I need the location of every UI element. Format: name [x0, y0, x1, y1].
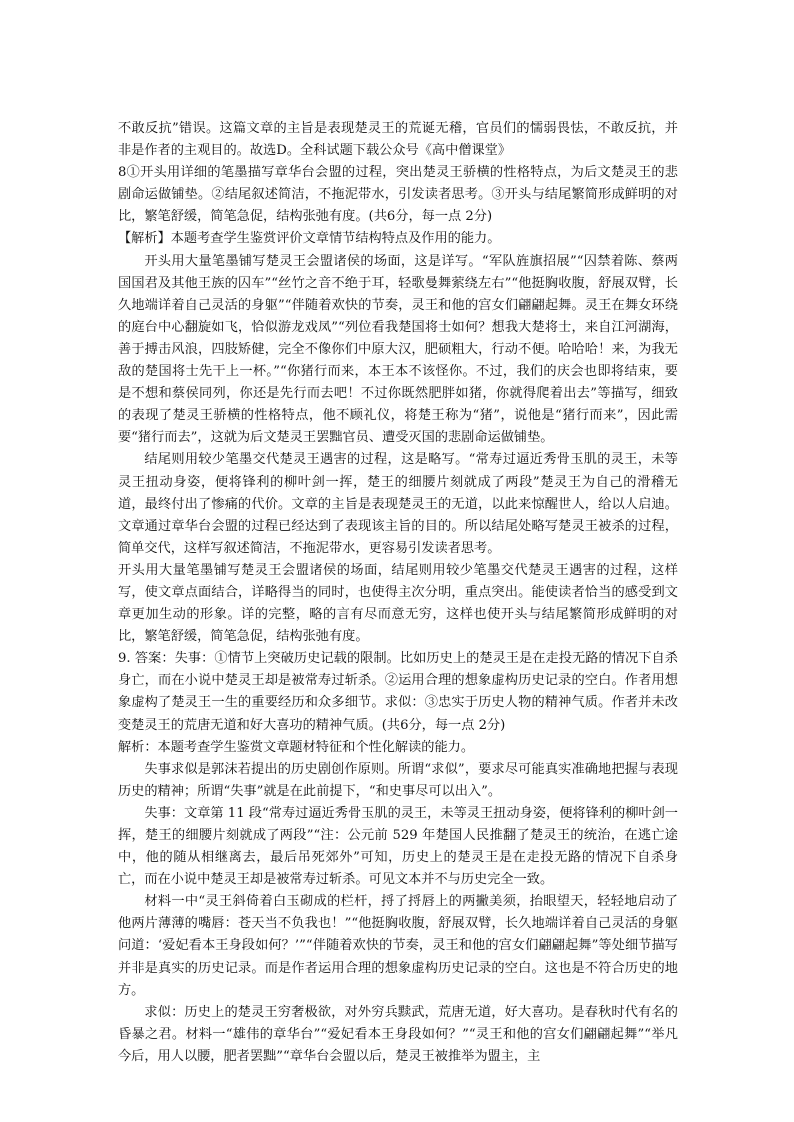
- paragraph-q8-analysis-head: 【解析】本题考查学生鉴赏评价文章情节结构特点及作用的能力。: [118, 231, 501, 247]
- paragraph-q8-analysis-opening: 开头用大量笔墨铺写楚灵王会盟诸侯的场面，这是详写。“军队旌旗招展”“囚禁着陈、蔡两国国君及其他王族的囚车”“丝竹之音不绝于耳，轻歌曼舞萦绕左右”“他挺胸收腹，舒展双臂，长久地端详着自己灵活的身躯”“伴随着欢快的节奏，灵王和他的宫女们翩翩起舞。灵王在舞女环绕的庭台中心翻旋如飞，恰似游龙戏凤”“列位看我楚国将士如何？想我大楚将士，来自江河湖海，善于搏击风浪，四肢矫健，完全不像你们中原大汉，肥硕粗大，行动不便。哈哈哈！来，为我无敌的楚国将士先干上一杯。”“你猪行而来，本王本不该怪你。不过，我们的庆会也即将结束，要是不想和蔡侯同列，你还是先行而去吧！不过你既然肥胖如猪，你就得爬着出去”等描写，细致的表现了楚灵王骄横的性格特点，他不顾礼仪，将楚王称为“猪”，说他是“猪行而来”，因此需要“猪行而去”，这就为后文楚灵王罢黜官员、遭受灭国的悲剧命运做铺垫。: [118, 253, 678, 446]
- paragraph-q8-analysis-ending: 结尾则用较少笔墨交代楚灵王遇害的过程，这是略写。“常寿过逼近秀骨玉肌的灵王，未等灵王扭动身姿，便将锋利的柳叶剑一挥，楚王的细腰片刻就成了两段”楚灵王为自己的滑稽无道，最终付出了惨痛的代价。文章的主旨是表现楚灵王的无道，以此来惊醒世人，给以人启迪。文章通过章华台会盟的过程已经达到了表现该主旨的目的。所以结尾处略写楚灵王被杀的过程，简单交代，这样写叙述简洁，不拖泥带水，更容易引发读者思考。: [118, 452, 678, 556]
- paragraph-q9-shishi: 失事：文章第 11 段“常寿过逼近秀骨玉肌的灵王，未等灵王扭动身姿，便将锋利的柳叶剑一挥，楚王的细腰片刻就成了两段”“注：公元前 529 年楚国人民推翻了楚灵王的统治，在逃亡途中，他的随从相继离去，最后吊死郊外”可知，历史上的楚灵王是在走投无路的情况下自杀身亡，而在小说中楚灵王却是被常寿过斩杀。可见文本并不与历史完全一致。: [118, 805, 678, 888]
- paragraph-q9-principle: 失事求似是郭沫若提出的历史剧创作原则。所谓“求似”，要求尽可能真实准确地把握与表现历史的精神；所谓“失事”就是在此前提下，“和史事尽可以出入”。: [118, 761, 678, 799]
- paragraph-q9-qiusi: 求似：历史上的楚灵王穷奢极欲，对外穷兵黩武，荒唐无道，好大喜功。是春秋时代有名的昏暴之君。材料一“雄伟的章华台”“爱妃看本王身段如何？”“灵王和他的宫女们翩翩起舞”“举凡今后，用人以腰，肥者罢黜”“章华台会盟以后，楚灵王被推举为盟主，主: [118, 1004, 678, 1064]
- paragraph-q9-answer: 9. 答案：失事：①情节上突破历史记载的限制。比如历史上的楚灵王是在走投无路的情况下自杀身亡，而在小说中楚灵王却是被常寿过斩杀。②运用合理的想象虚构历史记录的空白。作者用想象虚构了楚灵王一生的重要经历和众多细节。求似：③忠实于历史人物的精神气质。作者并未改变楚灵王的荒唐无道和好大喜功的精神气质。(共6分，每一点 2分): [118, 651, 678, 733]
- paragraph-q8-answer: 8①开头用详细的笔墨描写章华台会盟的过程，突出楚灵王骄横的性格特点，为后文楚灵王的悲剧命运做铺垫。②结尾叙述简洁，不拖泥带水，引发读者思考。③开头与结尾繁简形成鲜明的对比，繁笔舒缓，简笔急促，结构张弛有度。(共6分，每一点 2分): [118, 165, 678, 225]
- paragraph-q8-analysis-summary: 开头用大量笔墨铺写楚灵王会盟诸侯的场面，结尾则用较少笔墨交代楚灵王遇害的过程，这样写，使文章点面结合，详略得当的同时，也使得主次分明，重点突出。能使读者恰当的感受到文章更加生动的形象。详的完整，略的言有尽而意无穷，这样也使开头与结尾繁简形成鲜明的对比，繁笔舒缓，简笔急促，结构张弛有度。: [118, 562, 678, 645]
- paragraph-q7-tail: 不敢反抗”错误。这篇文章的主旨是表现楚灵王的荒诞无稽，官员们的懦弱畏怯，不敢反抗，并非是作者的主观目的。故选D。全科试题下载公众号《高中僧课堂》: [118, 121, 678, 159]
- paragraph-q9-material-details: 材料一中“灵王斜倚着白玉砌成的栏杆，捋了捋唇上的两撇美须，抬眼望天，轻轻地启动了他两片薄薄的嘴唇：苍天当不负我也！”“他挺胸收腹，舒展双臂，长久地端详着自己灵活的身躯问道：‘爱妃看本王身段如何？’”“伴随着欢快的节奏，灵王和他的宫女们翩翩起舞”等处细节描写并非是真实的历史记录。而是作者运用合理的想象虚构历史记录的空白。这也是不符合历史的地方。: [118, 894, 678, 998]
- paragraph-q9-analysis-head: 解析：本题考查学生鉴赏文章题材特征和个性化解读的能力。: [118, 739, 475, 755]
